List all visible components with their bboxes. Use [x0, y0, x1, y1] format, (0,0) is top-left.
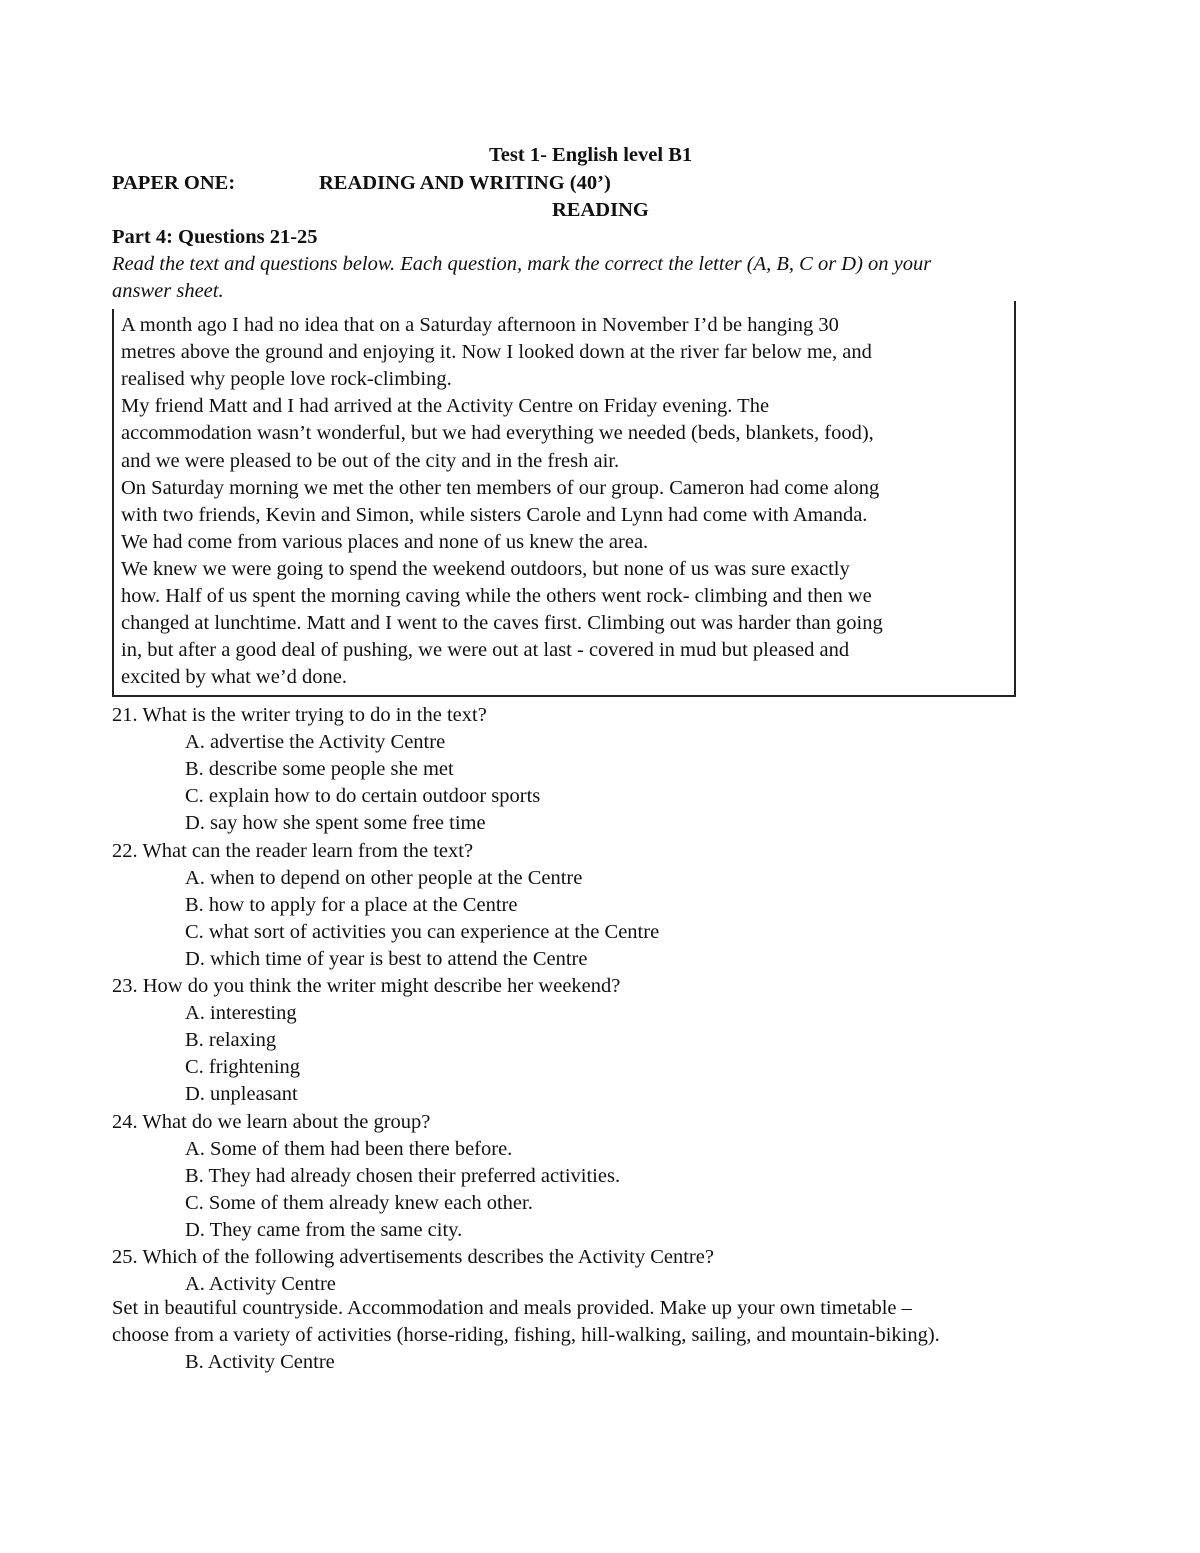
- answer-option[interactable]: B. They had already chosen their preferred activities.: [185, 1164, 621, 1187]
- answer-option[interactable]: B. how to apply for a place at the Centre: [185, 893, 518, 916]
- answer-option[interactable]: D. which time of year is best to attend the Centre: [185, 947, 588, 970]
- question-stem: 24. What do we learn about the group?: [112, 1110, 431, 1133]
- passage-line: realised why people love rock-climbing.: [121, 368, 452, 391]
- passage-line: and we were pleased to be out of the city and in the fresh air.: [121, 449, 620, 472]
- passage-line: how. Half of us spent the morning caving while the others went rock- climbing and then we: [121, 585, 872, 607]
- passage-line: My friend Matt and I had arrived at the Activity Centre on Friday evening. The: [121, 395, 770, 418]
- part-heading: Part 4: Questions 21-25: [112, 226, 318, 248]
- answer-option[interactable]: D. unpleasant: [185, 1083, 298, 1106]
- answer-option[interactable]: A. Some of them had been there before.: [185, 1137, 513, 1160]
- answer-option[interactable]: D. say how she spent some free time: [185, 812, 486, 835]
- option-b-25: B. Activity Centre: [185, 1351, 335, 1373]
- passage-line: with two friends, Kevin and Simon, while sisters Carole and Lynn had come with Amanda.: [121, 503, 868, 526]
- advert-a-line-2: choose from a variety of activities (horse-riding, fishing, hill-walking, sailing, and mountain-biking).: [112, 1324, 940, 1346]
- advert-a-line-1: Set in beautiful countryside. Accommodation and meals provided. Make up your own timetable –: [112, 1297, 912, 1319]
- passage-line: excited by what we’d done.: [121, 666, 347, 689]
- passage-line: We knew we were going to spend the weekend outdoors, but none of us was sure exactly: [121, 557, 850, 580]
- answer-option[interactable]: A. Activity Centre: [185, 1273, 336, 1296]
- passage-line: changed at lunchtime. Matt and I went to the caves first. Climbing out was harder than going: [121, 612, 883, 635]
- answer-option[interactable]: D. They came from the same city.: [185, 1218, 463, 1241]
- answer-option[interactable]: C. what sort of activities you can experience at the Centre: [185, 920, 660, 943]
- section-heading: READING: [552, 199, 649, 221]
- answer-option[interactable]: A. when to depend on other people at the Centre: [185, 866, 583, 889]
- answer-option[interactable]: B. describe some people she met: [185, 758, 454, 781]
- answer-option[interactable]: C. explain how to do certain outdoor sports: [185, 785, 541, 808]
- passage-line: On Saturday morning we met the other ten members of our group. Cameron had come along: [121, 476, 880, 499]
- passage-line: A month ago I had no idea that on a Saturday afternoon in November I’d be hanging 30: [121, 314, 839, 336]
- passage-line: accommodation wasn’t wonderful, but we had everything we needed (beds, blankets, food),: [121, 422, 874, 445]
- answer-option[interactable]: A. advertise the Activity Centre: [185, 731, 446, 754]
- passage-line: in, but after a good deal of pushing, we were out at last - covered in mud but pleased and: [121, 639, 850, 662]
- passage-line: We had come from various places and none of us knew the area.: [121, 530, 649, 553]
- instruction-line-2: answer sheet.: [112, 280, 224, 302]
- answer-option[interactable]: C. frightening: [185, 1056, 301, 1079]
- question-stem: 23. How do you think the writer might describe her weekend?: [112, 975, 621, 997]
- passage-line: metres above the ground and enjoying it. Now I looked down at the river far below me, and: [121, 341, 872, 364]
- test-title: Test 1- English level B1: [489, 144, 693, 166]
- answer-option[interactable]: B. relaxing: [185, 1029, 277, 1052]
- paper-label: PAPER ONE:: [112, 172, 236, 194]
- answer-option[interactable]: A. interesting: [185, 1002, 297, 1025]
- question-stem: 21. What is the writer trying to do in the text?: [112, 704, 487, 726]
- question-stem: 22. What can the reader learn from the text?: [112, 839, 474, 862]
- question-stem: 25. Which of the following advertisements describes the Activity Centre?: [112, 1246, 714, 1268]
- instruction-line-1: Read the text and questions below. Each question, mark the correct the letter (A, B, C or D) on your: [112, 253, 932, 275]
- answer-option[interactable]: C. Some of them already knew each other.: [185, 1191, 533, 1214]
- paper-title: READING AND WRITING (40’): [319, 172, 611, 194]
